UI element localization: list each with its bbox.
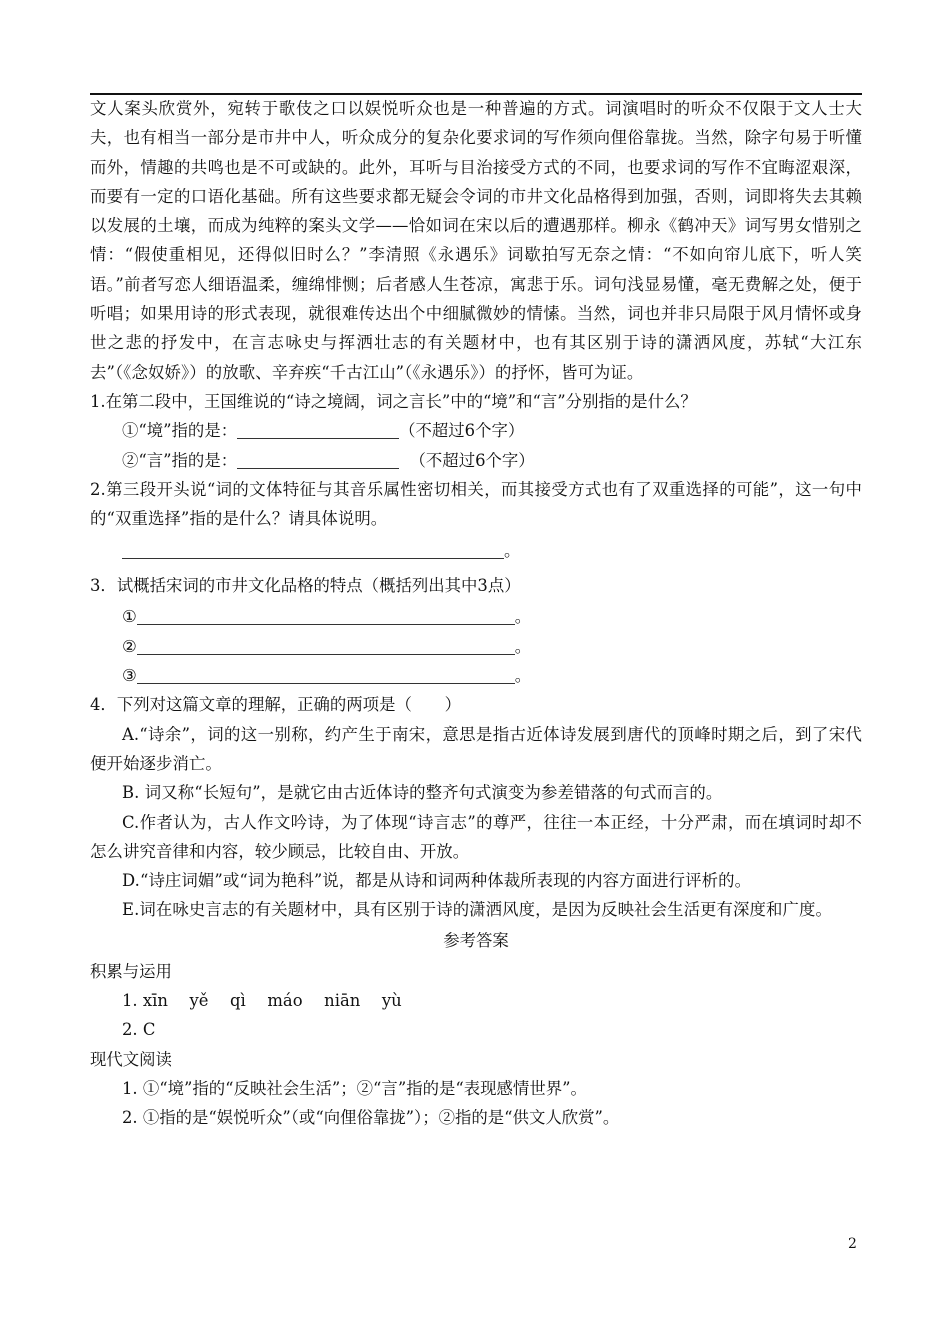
- answers-section-2-heading: 现代文阅读: [90, 1049, 172, 1069]
- question-2-answer-line: [90, 533, 862, 569]
- question-3-end-mark: 。: [514, 666, 532, 686]
- answer-blank[interactable]: [137, 636, 515, 655]
- question-1-b-label: ②“言”指的是：: [122, 450, 238, 470]
- passage-paragraph: 文人案头欣赏外，宛转于歌伎之口以娱悦听众也是一种普遍的方式。词演唱时的听众不仅限于文人士大夫，也有相当一部分是市井中人，听众成分的复杂化要求词的写作须向俚俗靠拢。当然，除字句易于听懂而外，情趣的共鸣也是不可或缺的。此外，耳听与目治接受方式的不同，也要求词的写作不宜晦涩艰深，而要有一定的口语化基础。所有这些要求都无疑会令词的市井文化品格得到加强，否则，词即将失去其赖以发展的土壤，而成为纯粹的案头文学——恰如词在宋以后的遭遇那样。柳永《鹤冲天》词写男女惜别之情：“假使重相见，还得似旧时么？”李清照《永遇乐》词歇拍写无奈之情：“不如向帘儿底下，听人笑语。”前者写恋人细语温柔，缠绵悱恻；后者感人生苍凉，寓悲于乐。词句浅显易懂，毫无费解之处，便于听唱；如果用诗的形式表现，就很难传达出个中细腻微妙的情愫。当然，词也并非只局限于风月情怀或身世之悲的抒发中，在言志咏史与挥洒壮志的有关题材中，也有其区别于诗的潇洒风度，苏轼“大江东去”（《念奴娇》）的放歌、辛弃疾“千古江山”（《永遇乐》）的抒怀，皆可为证。: [90, 99, 862, 382]
- question-1-item-b: [90, 446, 862, 475]
- question-4-option-c: C.作者认为，古人作文吟诗，为了体现“诗言志”的尊严，往往一本正经，十分严肃，而在填词时却不怎么讲究音律和内容，较少顾忌，比较自由、开放。: [90, 812, 862, 861]
- question-1-a-label: ①“境”指的是：: [122, 421, 238, 441]
- answers-section-1-item: 2. C: [122, 1020, 156, 1040]
- question-4-stem: 4．下列对这篇文章的理解，正确的两项是（ ）: [90, 695, 462, 715]
- question-1-item-a: [90, 416, 862, 445]
- answers-section-2-item: 1. ①“境”指的“反映社会生活”；②“言”指的是“表现感情世界”。: [122, 1078, 587, 1098]
- question-1-b-note: （不超过6个字）: [409, 450, 535, 470]
- question-4-option-a: A.“诗余”，词的这一别称，约产生于南宋，意思是指古近体诗发展到唐代的顶峰时期之后，到了宋代便开始逐步消亡。: [90, 724, 862, 773]
- question-3-item-2: [90, 632, 862, 661]
- question-1-stem: 1.在第二段中，王国维说的“诗之境阔，词之言长”中的“境”和“言”分别指的是什么？: [90, 391, 697, 411]
- document-page: [90, 94, 862, 1133]
- question-3-item-3: [90, 661, 862, 690]
- question-2-stem: 2.第三段开头说“词的文体特征与其音乐属性密切相关，而其接受方式也有了双重选择的可能”，这一句中的“双重选择”指的是什么？请具体说明。: [90, 479, 862, 529]
- question-3-stem: 3．试概括宋词的市井文化品格的特点（概括列出其中3点）: [90, 576, 521, 596]
- question-3-item-marker: ②: [122, 636, 137, 656]
- question-3-end-mark: 。: [514, 636, 532, 656]
- question-4-option-b: B. 词又称“长短句”，是就它由古近体诗的整齐句式演变为参差错落的句式而言的。: [122, 783, 723, 803]
- question-2-end-mark: 。: [504, 541, 521, 561]
- page-number: 2: [848, 1236, 857, 1252]
- question-3-item-marker: ③: [122, 666, 137, 686]
- question-3-item-marker: ①: [122, 607, 137, 627]
- answers-title: 参考答案: [443, 930, 509, 950]
- question-4-option-e: E.词在咏史言志的有关题材中，具有区别于诗的潇洒风度，是因为反映社会生活更有深度和广度。: [122, 900, 832, 920]
- answer-blank[interactable]: [237, 450, 399, 469]
- answers-section-2-item: 2. ①指的是“娱悦听众”（或“向俚俗靠拢”）；②指的是“供文人欣赏”。: [122, 1108, 620, 1128]
- answer-blank[interactable]: [122, 540, 504, 559]
- question-3-item-1: [90, 602, 862, 631]
- question-1-a-note: （不超过6个字）: [399, 421, 525, 441]
- answer-blank[interactable]: [137, 665, 515, 684]
- answers-section-1-heading: 积累与运用: [90, 961, 172, 981]
- answer-blank[interactable]: [237, 420, 399, 439]
- question-3-end-mark: 。: [514, 607, 532, 627]
- answer-blank[interactable]: [137, 606, 515, 625]
- answers-section-1-item: 1. xīn yě qì máo niān yù: [122, 991, 402, 1011]
- question-4-option-d: D.“诗庄词媚”或“词为艳科”说，都是从诗和词两种体裁所表现的内容方面进行评析的。: [122, 871, 752, 891]
